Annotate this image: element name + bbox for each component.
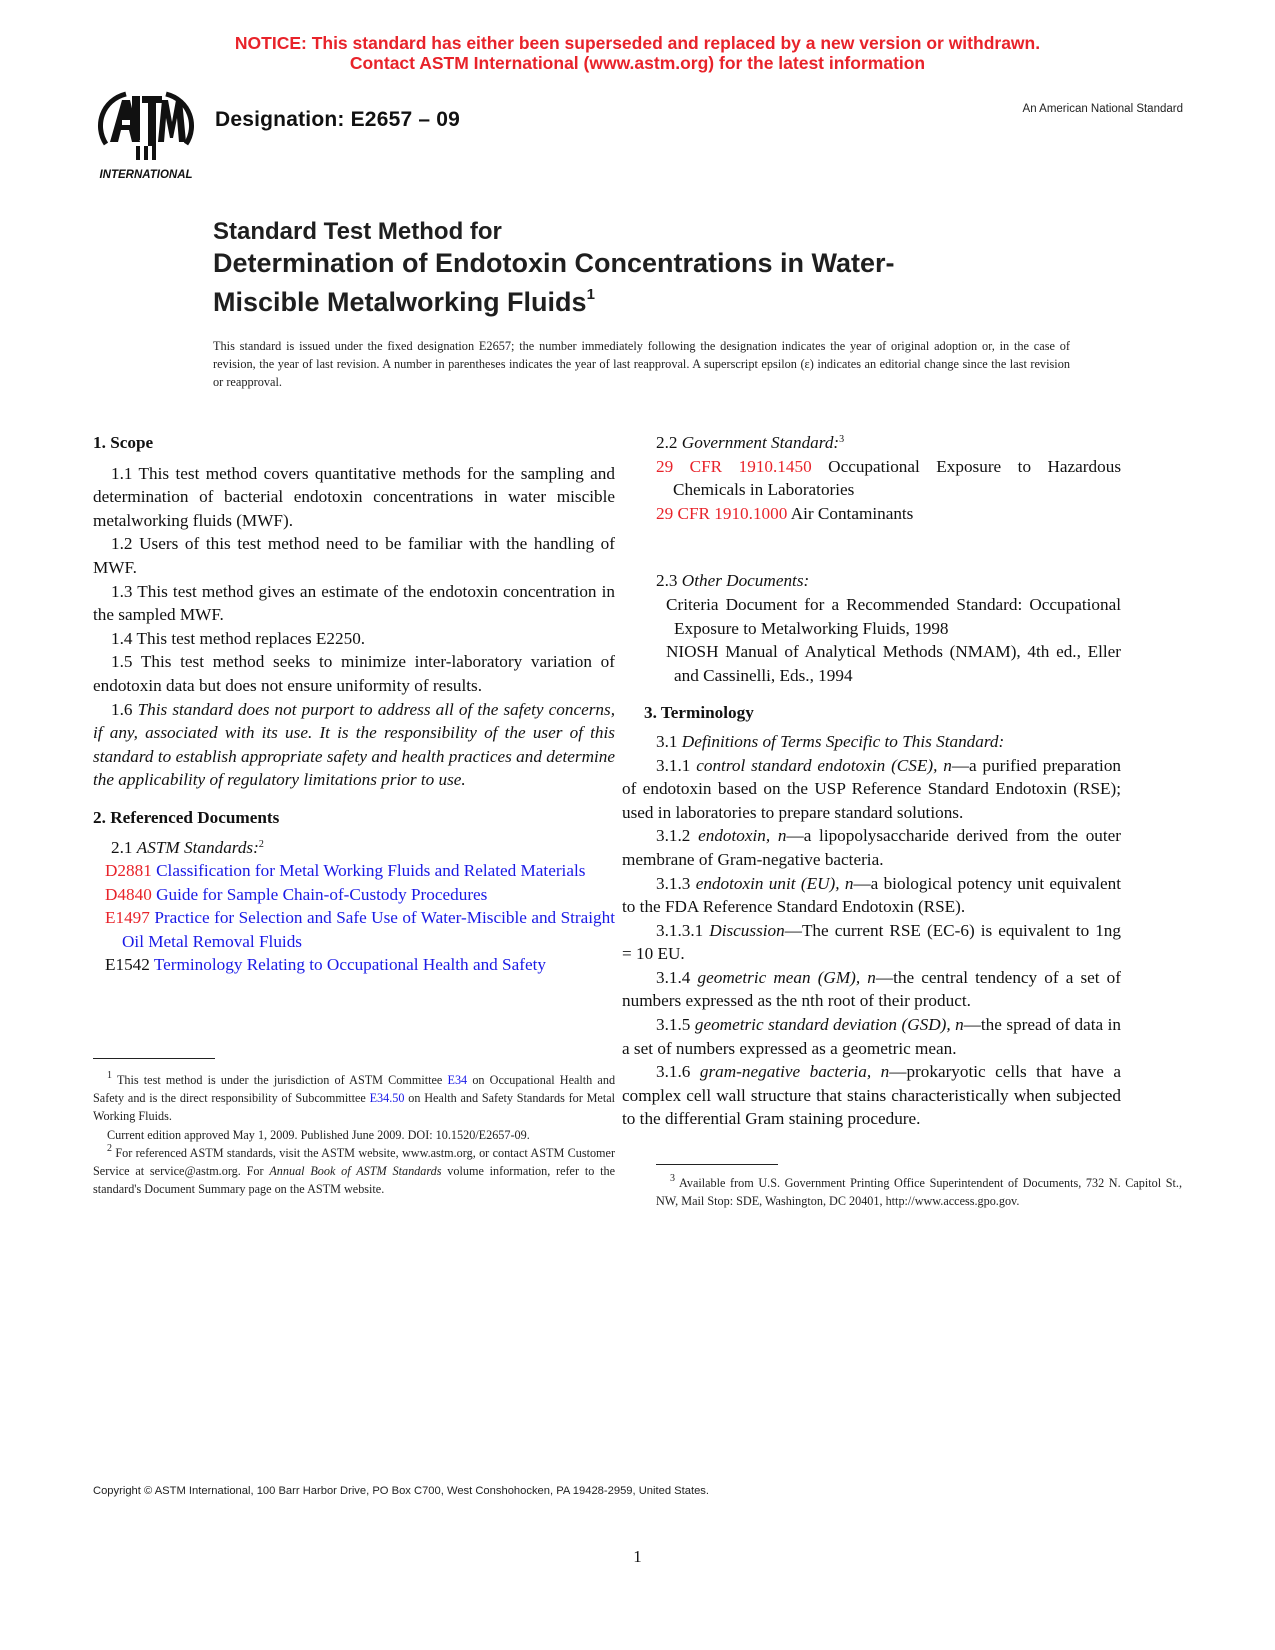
ref-d4840[interactable]: D4840 Guide for Sample Chain-of-Custody Procedures bbox=[105, 884, 488, 904]
issued-note: This standard is issued under the fixed designation E2657; the number immediately following the designation indicates the year of original adoption or, in the case of revision, the year of last revision. A number in parentheses indicates the year of last reapproval. A superscript epsilon (ε) indicates an editorial change since the last revision or reapproval. bbox=[213, 339, 1070, 389]
def-3-1-5: 3.1.5 geometric standard deviation (GSD), n—the spread of data in a set of numbers expressed as a geometric mean. bbox=[622, 1015, 1121, 1058]
footnote-1-edition: Current edition approved May 1, 2009. Published June 2009. DOI: 10.1520/E2657-09. bbox=[107, 1127, 530, 1142]
astm-logo-icon bbox=[92, 86, 200, 182]
ref-e1497[interactable]: E1497 Practice for Selection and Safe Use of Water-Miscible and Straight Oil Metal Removal Fluids bbox=[105, 908, 616, 951]
notice-banner bbox=[0, 33, 1275, 73]
def-3-1-3: 3.1.3 endotoxin unit (EU), n—a biological potency unit equivalent to the FDA Reference Standard Endotoxin (RSE). bbox=[622, 873, 1122, 917]
def-3-1-3-1: 3.1.3.1 Discussion—The current RSE (EC-6) is equivalent to 1ng = 10 EU. bbox=[622, 920, 1121, 964]
title-line-3: Miscible Metalworking Fluids bbox=[213, 287, 587, 317]
designation: Designation: E2657 – 09 bbox=[215, 108, 461, 131]
def-3-1-4: 3.1.4 geometric mean (GM), n—the central tendency of a set of numbers expressed as the nth root of their product. bbox=[622, 967, 1121, 1011]
right-column bbox=[622, 431, 1122, 1131]
title-footnote-mark: 1 bbox=[586, 286, 595, 303]
logo-text: INTERNATIONAL bbox=[99, 169, 193, 181]
footnotes-right bbox=[656, 1174, 1182, 1210]
ref-e1542[interactable]: E1542 Terminology Relating to Occupational Health and Safety bbox=[105, 955, 546, 975]
ref-cfr-1910-1000[interactable]: 29 CFR 1910.1000 Air Contaminants bbox=[656, 503, 914, 523]
scope-heading: 1. Scope bbox=[93, 433, 154, 452]
other-doc-2: NIOSH Manual of Analytical Methods (NMAM), 4th ed., Eller and Cassinelli, Eds., 1994 bbox=[666, 642, 1121, 685]
notice-line-2: Contact ASTM International (www.astm.org) for the latest information bbox=[349, 53, 926, 73]
link-e34[interactable]: E34 bbox=[447, 1073, 468, 1087]
footnote-rule-left bbox=[93, 1058, 215, 1059]
terminology-heading: 3. Terminology bbox=[644, 703, 754, 723]
title-line-2: Determination of Endotoxin Concentrations in Water- bbox=[213, 248, 895, 278]
ref-cfr-1910-1450[interactable]: 29 CFR 1910.1450 Occupational Exposure to Hazardous Chemicals in Laboratories bbox=[656, 456, 1122, 500]
government-standard-label: 2.2 Government Standard:$^3$ bbox=[656, 433, 845, 452]
references-heading: 2. Referenced Documents bbox=[93, 807, 280, 827]
def-3-1-1: 3.1.1 control standard endotoxin (CSE), n—a purified preparation of endotoxin based on the USP Reference Standard Endotoxin (RSE); used in laboratories to prepare standard solutions. bbox=[622, 755, 1122, 822]
document-title bbox=[213, 217, 895, 318]
footnote-2: $^2$ For referenced ASTM standards, visit the ASTM website, www.astm.org, or contact ASTM Customer Service at service@astm.org. For Annual Book of ASTM Standards volume information, refer to the standard's Document Summary page on the ASTM website. bbox=[93, 1142, 616, 1197]
def-3-1-2: 3.1.2 endotoxin, n—a lipopolysaccharide derived from the outer membrane of Gram-negative bacteria. bbox=[622, 826, 1122, 869]
scope-1-5: 1.5 This test method seeks to minimize inter-laboratory variation of endotoxin data but does not ensure uniformity of results. bbox=[93, 652, 615, 695]
scope-1-6: 1.6 This standard does not purport to address all of the safety concerns, if any, associated with its use. It is the responsibility of the user of this standard to establish appropriate safety and health practices and determine the applicability of regulatory limitations prior to use. bbox=[93, 699, 615, 790]
astm-standards-label: 2.1 ASTM Standards:$^2$ bbox=[111, 837, 264, 857]
copyright: Copyright © ASTM International, 100 Barr Harbor Drive, PO Box C700, West Conshohocken, PA 19428-2959, United States. bbox=[93, 1485, 709, 1497]
footnotes-left bbox=[93, 1071, 615, 1198]
footnote-3: $^3$ Available from U.S. Government Printing Office Superintendent of Documents, 732 N. Capitol St., NW, Mail Stop: SDE, Washington, DC 20401, http://www.access.gpo.gov. bbox=[656, 1173, 1183, 1209]
scope-1-2: 1.2 Users of this test method need to be familiar with the handling of MWF. bbox=[93, 534, 615, 577]
other-documents-label: 2.3 Other Documents: bbox=[656, 571, 810, 591]
ref-d2881[interactable]: D2881 Classification for Metal Working Fluids and Related Materials bbox=[105, 861, 586, 881]
def-3-1-6: 3.1.6 gram-negative bacteria, n—prokaryotic cells that have a complex cell wall structure that stains characteristically when subjected to the differential Gram staining procedure. bbox=[622, 1062, 1121, 1129]
terminology-intro: 3.1 Definitions of Terms Specific to This Standard: bbox=[656, 731, 1005, 751]
safety-statement: This standard does not purport to address all of the safety concerns, if any, associated with its use. It is the responsibility of the user of this standard to establish appropriate safety and health practices and determine the applicability of regulatory limitations prior to use. bbox=[93, 699, 615, 790]
other-doc-1: Criteria Document for a Recommended Standard: Occupational Exposure to Metalworking Fluids, 1998 bbox=[666, 594, 1121, 638]
link-e34-50[interactable]: E34.50 bbox=[369, 1091, 405, 1106]
scope-1-1: 1.1 This test method covers quantitative methods for the sampling and determination of bacterial endotoxin concentrations in water miscible metalworking fluids (MWF). bbox=[93, 463, 615, 530]
astm-logo bbox=[92, 86, 200, 182]
scope-1-4: 1.4 This test method replaces E2250. bbox=[111, 628, 366, 648]
notice-line-1: NOTICE: This standard has either been superseded and replaced by a new version or withdrawn. bbox=[234, 33, 1041, 53]
scope-1-3: 1.3 This test method gives an estimate of the endotoxin concentration in the sampled MWF. bbox=[93, 581, 615, 625]
title-line-1: Standard Test Method for bbox=[213, 218, 502, 245]
footnote-1: $^1$ This test method is under the jurisdiction of ASTM Committee E34 on Occupational Health and Safety and is the direct responsibility of Subcommittee E34.50 on Health and Safety Standards for Metal Working Fluids. bbox=[93, 1070, 616, 1124]
american-national-standard: An American National Standard bbox=[1022, 103, 1183, 115]
footnote-rule-right bbox=[656, 1164, 778, 1165]
page-number: 1 bbox=[633, 1547, 642, 1566]
left-column bbox=[93, 431, 615, 977]
